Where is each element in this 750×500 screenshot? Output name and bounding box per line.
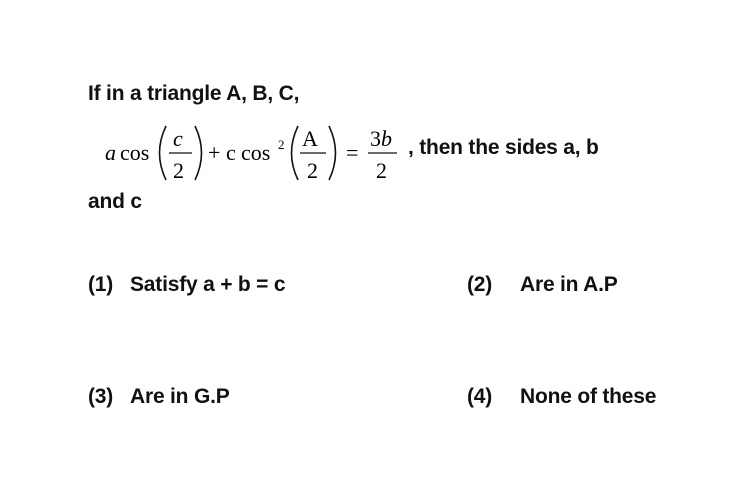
question-text-tail: , then the sides a, b [408, 136, 599, 159]
formula-frac1-denominator: 2 [173, 158, 184, 183]
formula-rhs-numerator [370, 126, 392, 151]
option-4-text: None of these [520, 385, 657, 408]
option-4[interactable] [467, 385, 656, 409]
formula-paren1-left [160, 126, 167, 180]
formula-plus: + [208, 140, 221, 165]
formula-term2-exponent: 2 [278, 137, 285, 152]
option-1-number: (1) [88, 273, 114, 296]
formula-paren2-right [329, 126, 336, 180]
formula-paren2-left [292, 126, 299, 180]
option-3-number: (3) [88, 385, 114, 408]
option-2-text: Are in A.P [520, 273, 618, 296]
formula-paren1-right [195, 126, 202, 180]
option-4-number: (4) [467, 385, 493, 408]
option-1-text: Satisfy a + b = c [130, 273, 286, 296]
option-2-number: (2) [467, 273, 493, 296]
formula-term1-func: cos [120, 140, 150, 165]
formula-frac2-denominator: 2 [307, 158, 318, 183]
formula-term2-coef: c [226, 140, 236, 165]
formula-frac1-numerator: c [173, 126, 183, 151]
formula-rhs-numerator-digit: 3 [370, 126, 381, 151]
formula-rhs-denominator: 2 [376, 158, 387, 183]
question-text-line3: and c [88, 190, 142, 213]
question-text-line1: If in a triangle A, B, C, [88, 82, 300, 105]
formula-equation [100, 116, 420, 192]
formula-term1-coef: a [105, 140, 116, 165]
formula-frac2-numerator: A [302, 126, 318, 151]
option-1[interactable] [88, 273, 285, 297]
formula-term2-func: cos [241, 140, 271, 165]
option-2[interactable] [467, 273, 618, 297]
formula-equals: = [346, 140, 359, 165]
formula-rhs-numerator-variable: b [381, 126, 392, 151]
option-3-text: Are in G.P [130, 385, 230, 408]
option-3[interactable] [88, 385, 230, 409]
